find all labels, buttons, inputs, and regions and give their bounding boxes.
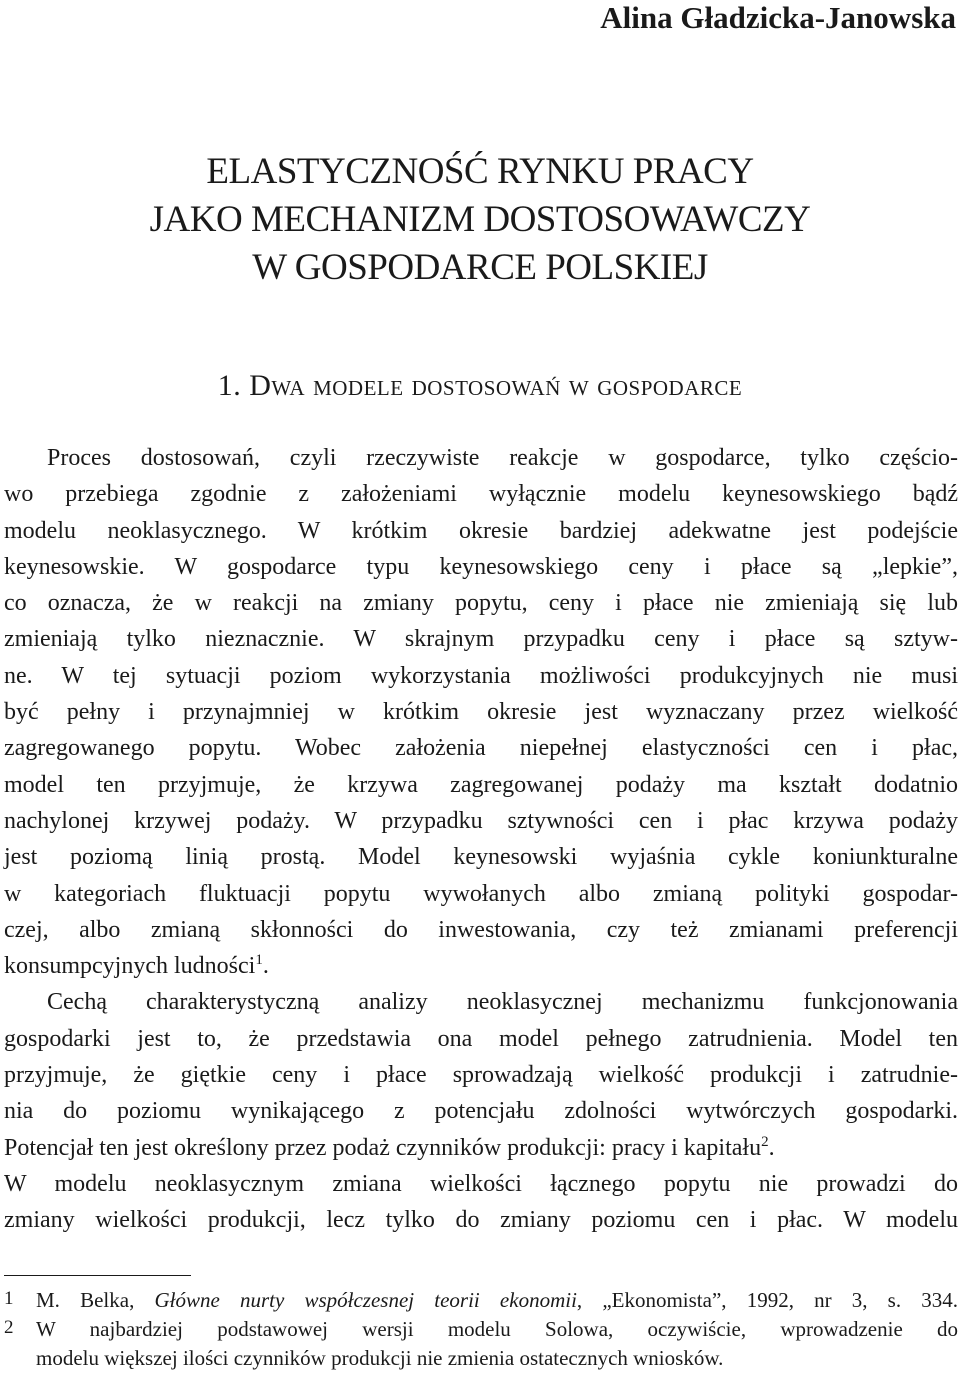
article-title (0, 148, 960, 292)
footnote-number: 1 (4, 1288, 14, 1309)
body-line: być pełny i przynajmniej w krótkim okresie jest wyznaczany przez wielkość (4, 699, 958, 726)
footnote-2 (4, 1315, 958, 1373)
body-line: keynesowskie. W gospodarce typu keynesowskiego ceny i płace są „lepkie”, (4, 553, 958, 580)
body-line: nachylonej krzywej podaży. W przypadku sztywności cen i płac krzywa podaży (4, 807, 958, 834)
body-line: zmieniają tylko nieznacznie. W skrajnym przypadku ceny i płace są sztyw- (4, 626, 958, 653)
body-line: Cechą charakterystyczną analizy neoklasycznej mechanizmu funkcjonowania (47, 989, 958, 1016)
footnote-text: , „Ekonomista”, 1992, nr 3, s. 334. (576, 1288, 958, 1312)
title-line: JAKO MECHANIZM DOSTOSOWAWCZY (149, 199, 811, 240)
body-line: W modelu neoklasycznym zmiana wielkości łącznego popytu nie prowadzi do (4, 1170, 958, 1197)
body-line (4, 948, 958, 984)
footnote-line: modelu większej ilości czynników produkcji nie zmienia ostatecznych wniosków. (36, 1346, 724, 1370)
footnote-ref-2: 2 (761, 1133, 769, 1150)
title-line: ELASTYCZNOŚĆ RYNKU PRACY (206, 151, 754, 192)
body-line: co oznacza, że w reakcji na zmiany popytu, ceny i płace nie zmieniają się lub (4, 590, 958, 617)
footnote-number: 2 (4, 1317, 14, 1338)
footnote-divider (4, 1275, 191, 1276)
title-line: W GOSPODARCE POLSKIEJ (252, 247, 708, 288)
section-heading: 1. Dwa modele dostosowań w gospodarce (217, 369, 743, 402)
body-line: ne. W tej sytuacji poziom wykorzystania możliwości produkcyjnych nie musi (4, 662, 958, 689)
body-line (4, 1130, 958, 1166)
body-line: zmiany wielkości produkcji, lecz tylko do zmiany poziomu cen i płac. W modelu (4, 1207, 958, 1234)
footnote-cited-title: Główne nurty współczesnej teorii ekonomii (154, 1288, 577, 1312)
body-line: przyjmuje, że giętkie ceny i płace sprowadzają wielkość produkcji i zatrudnie- (4, 1062, 958, 1089)
body-line-text: konsumpcyjnych ludności (4, 953, 256, 980)
body-line: zagregowanego popytu. Wobec założenia niepełnej elastyczności cen i płac, (4, 735, 958, 762)
body-line: nia do poziomu wynikającego z potencjału zdolności wytwórczych gospodarki. (4, 1098, 958, 1125)
footnote-1 (4, 1286, 958, 1315)
body-line: modelu neoklasycznego. W krótkim okresie bardziej adekwatne jest podejście (4, 517, 958, 544)
body-line: gospodarki jest to, że przedstawia ona model pełnego zatrudnienia. Model ten (4, 1025, 958, 1052)
sentence-end: . (262, 953, 269, 980)
footnotes (4, 1286, 958, 1373)
body-line: czej, albo zmianą skłonności do inwestowania, czy też zmianami preferencji (4, 916, 958, 943)
footnote-text: M. Belka, (36, 1288, 155, 1312)
body-line-text: Potencjał ten jest określony przez podaż czynników produkcji: pracy i kapitału (4, 1134, 762, 1161)
body-line: model ten przyjmuje, że krzywa zagregowanej podaży ma kształt dodatnio (4, 771, 958, 798)
footnote-line: W najbardziej podstawowej wersji modelu Solowa, oczywiście, wprowadzenie do (36, 1317, 958, 1341)
footnote-ref-1: 1 (255, 952, 263, 969)
body-text (4, 440, 958, 1239)
author-name: Alina Gładzicka-Janowska (600, 0, 956, 35)
footnote-line (36, 1286, 958, 1315)
sentence-end: . (768, 1134, 775, 1161)
body-line: jest poziomą linią prostą. Model keynesowski wyjaśnia cykle koniunkturalne (4, 844, 958, 871)
body-line: Proces dostosowań, czyli rzeczywiste reakcje w gospodarce, tylko częściο- (47, 445, 958, 471)
body-line: w kategoriach fluktuacji popytu wywołanych albo zmianą polityki gospodar- (4, 880, 958, 907)
body-line: wo przebiega zgodnie z założeniami wyłącznie modelu keynesowskiego bądź (4, 481, 958, 508)
